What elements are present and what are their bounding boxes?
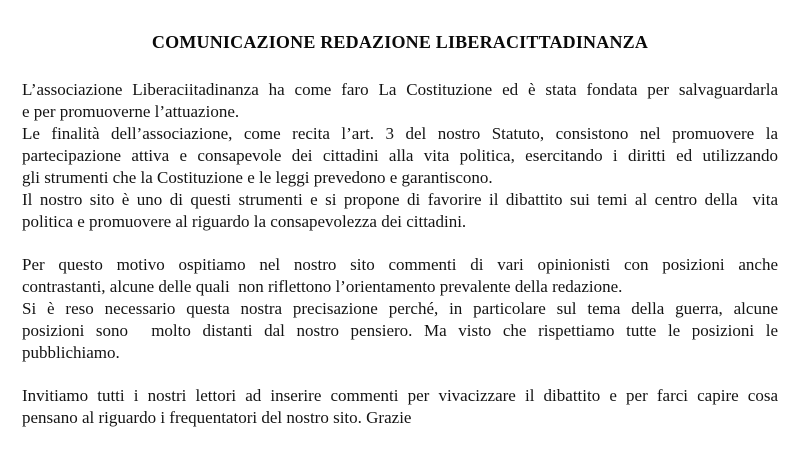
text-line: Le finalità dell’associazione, come recita l’art. 3 del nostro Statuto, consistono nel promuovere la bbox=[22, 124, 778, 143]
text-line: gli strumenti che la Costituzione e le leggi prevedono e garantiscono. bbox=[22, 168, 493, 187]
text-line: pensano al riguardo i frequentatori del nostro sito. Grazie bbox=[22, 408, 412, 427]
text-block bbox=[22, 79, 778, 233]
text-line: posizioni sono molto distanti dal nostro pensiero. Ma visto che rispettiamo tutte le posizioni le bbox=[22, 321, 778, 340]
page-title: COMUNICAZIONE REDAZIONE LIBERACITTADINANZA bbox=[151, 32, 649, 52]
text-block bbox=[22, 385, 778, 429]
text-line: L’associazione Liberaciitadinanza ha come faro La Costituzione ed è stata fondata per salvaguardarla bbox=[22, 80, 778, 99]
text-line: Invitiamo tutti i nostri lettori ad inserire commenti per vivacizzare il dibattito e per farci capire cosa bbox=[22, 386, 778, 405]
text-line: politica e promuovere al riguardo la consapevolezza dei cittadini. bbox=[22, 212, 467, 231]
text-line: pubblichiamo. bbox=[22, 343, 120, 362]
text-line: Si è reso necessario questa nostra precisazione perché, in particolare sul tema della guerra, alcune bbox=[22, 299, 778, 318]
text-line: Il nostro sito è uno di questi strumenti e si propone di favorire il dibattito sui temi al centro della vita bbox=[22, 190, 778, 209]
text-line: e per promuoverne l’attuazione. bbox=[22, 102, 240, 121]
text-line: Per questo motivo ospitiamo nel nostro sito commenti di vari opinionisti con posizioni anche bbox=[22, 255, 778, 274]
text-line: contrastanti, alcune delle quali non riflettono l’orientamento prevalente della redazione. bbox=[22, 277, 623, 296]
document-body bbox=[22, 79, 778, 429]
text-block bbox=[22, 254, 778, 364]
text-line: partecipazione attiva e consapevole dei cittadini alla vita politica, esercitando i diritti ed utilizzando bbox=[22, 146, 778, 165]
